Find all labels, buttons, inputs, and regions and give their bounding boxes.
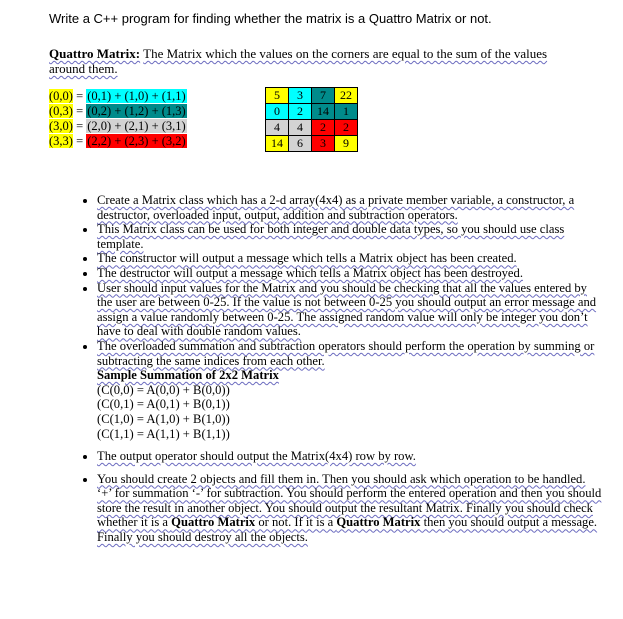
equation-rhs: (0,2) + (1,2) + (1,3) bbox=[87, 104, 186, 118]
definition-label: Quattro Matrix: bbox=[49, 46, 141, 61]
example-matrix bbox=[265, 87, 358, 152]
matrix-cell: 9 bbox=[335, 136, 358, 152]
bullet-text: User should input values for the Matrix and you should be checking that all the values entered by the user are between 0-25. If the value is not between 0-25 you should output an error message and assign a value randomly between 0-25. The assigned random value will only be integer you don’t have to deal with double random values. bbox=[97, 280, 597, 339]
matrix-cell: 7 bbox=[312, 88, 335, 104]
matrix-cell: 6 bbox=[289, 136, 312, 152]
definition-paragraph bbox=[49, 46, 569, 76]
equation-row: (0,3) = (0,2) + (1,2) + (1,3) bbox=[49, 104, 186, 118]
bullet-text: You should create 2 objects and fill them in. Then you should ask which operation to be handled. ‘+’ for summation ‘-’ for subtraction. You should perform the entered operation and then you should store the result in another object. You should output the resultant Matrix. Finally you should check whether it is a bbox=[97, 471, 602, 530]
matrix-cell: 1 bbox=[335, 104, 358, 120]
list-item bbox=[97, 472, 602, 545]
equation-rhs: (2,0) + (2,1) + (3,1) bbox=[87, 119, 186, 133]
list-item bbox=[97, 339, 602, 449]
matrix-cell: 14 bbox=[312, 104, 335, 120]
matrix-cell: 4 bbox=[289, 120, 312, 136]
list-item bbox=[97, 281, 602, 339]
sample-block bbox=[97, 368, 602, 441]
matrix-cell: 22 bbox=[335, 88, 358, 104]
matrix-row bbox=[266, 104, 358, 120]
matrix-cell: 3 bbox=[289, 88, 312, 104]
list-item bbox=[97, 251, 602, 266]
equation-lhs: (3,3) bbox=[49, 134, 73, 148]
matrix-cell: 0 bbox=[266, 104, 289, 120]
bullet-text: The output operator should output the Matrix(4x4) row by row. bbox=[97, 449, 416, 464]
list-item bbox=[97, 266, 602, 281]
bullet-bold: Quattro Matrix bbox=[336, 515, 421, 530]
bullet-bold: Quattro Matrix bbox=[171, 515, 256, 530]
equation-row: (3,3) = (2,2) + (2,3) + (3,2) bbox=[49, 134, 186, 148]
matrix-cell: 14 bbox=[266, 136, 289, 152]
bullet-text: This Matrix class can be used for both integer and double data types, so you should use class template. bbox=[97, 222, 565, 251]
matrix-row bbox=[266, 88, 358, 104]
corner-equations bbox=[49, 89, 187, 149]
equation-row: (0,0) = (0,1) + (1,0) + (1,1) bbox=[49, 89, 186, 103]
equation-lhs: (0,0) bbox=[49, 89, 73, 103]
list-item bbox=[97, 193, 602, 222]
equation-lhs: (0,3) bbox=[49, 104, 73, 118]
sample-line: (C(1,1) = A(1,1) + B(1,1)) bbox=[97, 426, 230, 441]
bullet-text: The destructor will output a message which tells a Matrix object has been destroyed. bbox=[97, 265, 523, 280]
equation-rhs: (0,1) + (1,0) + (1,1) bbox=[87, 89, 186, 103]
matrix-row bbox=[266, 136, 358, 152]
equation-lhs: (3,0) bbox=[49, 119, 73, 133]
bullet-text: Create a Matrix class which has a 2-d array(4x4) as a private member variable, a constructor, a destructor, overloaded input, output, addition and subtraction operators. bbox=[97, 193, 575, 222]
matrix-cell: 3 bbox=[312, 136, 335, 152]
definition-text: The Matrix which the values on the corners are equal to the sum of the values around them. bbox=[49, 46, 548, 76]
bullet-text: The overloaded summation and subtraction operators should perform the operation by summing or subtracting the same indices from each other. bbox=[97, 338, 595, 368]
sample-line: (C(0,0) = A(0,0) + B(0,0)) bbox=[97, 382, 230, 397]
assignment-title: Write a C++ program for finding whether the matrix is a Quattro Matrix or not. bbox=[49, 11, 492, 26]
sample-line: (C(1,0) = A(1,0) + B(1,0)) bbox=[97, 411, 230, 426]
bullet-text: The constructor will output a message which tells a Matrix object has been created. bbox=[97, 251, 517, 266]
equation-rhs: (2,2) + (2,3) + (3,2) bbox=[87, 134, 186, 148]
matrix-cell: 5 bbox=[266, 88, 289, 104]
list-item bbox=[97, 222, 602, 251]
matrix-cell: 2 bbox=[335, 120, 358, 136]
bullet-text: then you should output a message. Finally you should destroy all the objects. bbox=[97, 515, 598, 545]
sample-line: (C(0,1) = A(0,1) + B(0,1)) bbox=[97, 397, 230, 412]
list-item bbox=[97, 449, 602, 472]
sample-heading: Sample Summation of 2x2 Matrix bbox=[97, 368, 279, 383]
bullet-text: or not. If it is a bbox=[255, 515, 337, 530]
matrix-cell: 2 bbox=[289, 104, 312, 120]
matrix-cell: 2 bbox=[312, 120, 335, 136]
matrix-cell: 4 bbox=[266, 120, 289, 136]
requirements-list bbox=[77, 193, 602, 545]
equation-row: (3,0) = (2,0) + (2,1) + (3,1) bbox=[49, 119, 186, 133]
matrix-row bbox=[266, 120, 358, 136]
